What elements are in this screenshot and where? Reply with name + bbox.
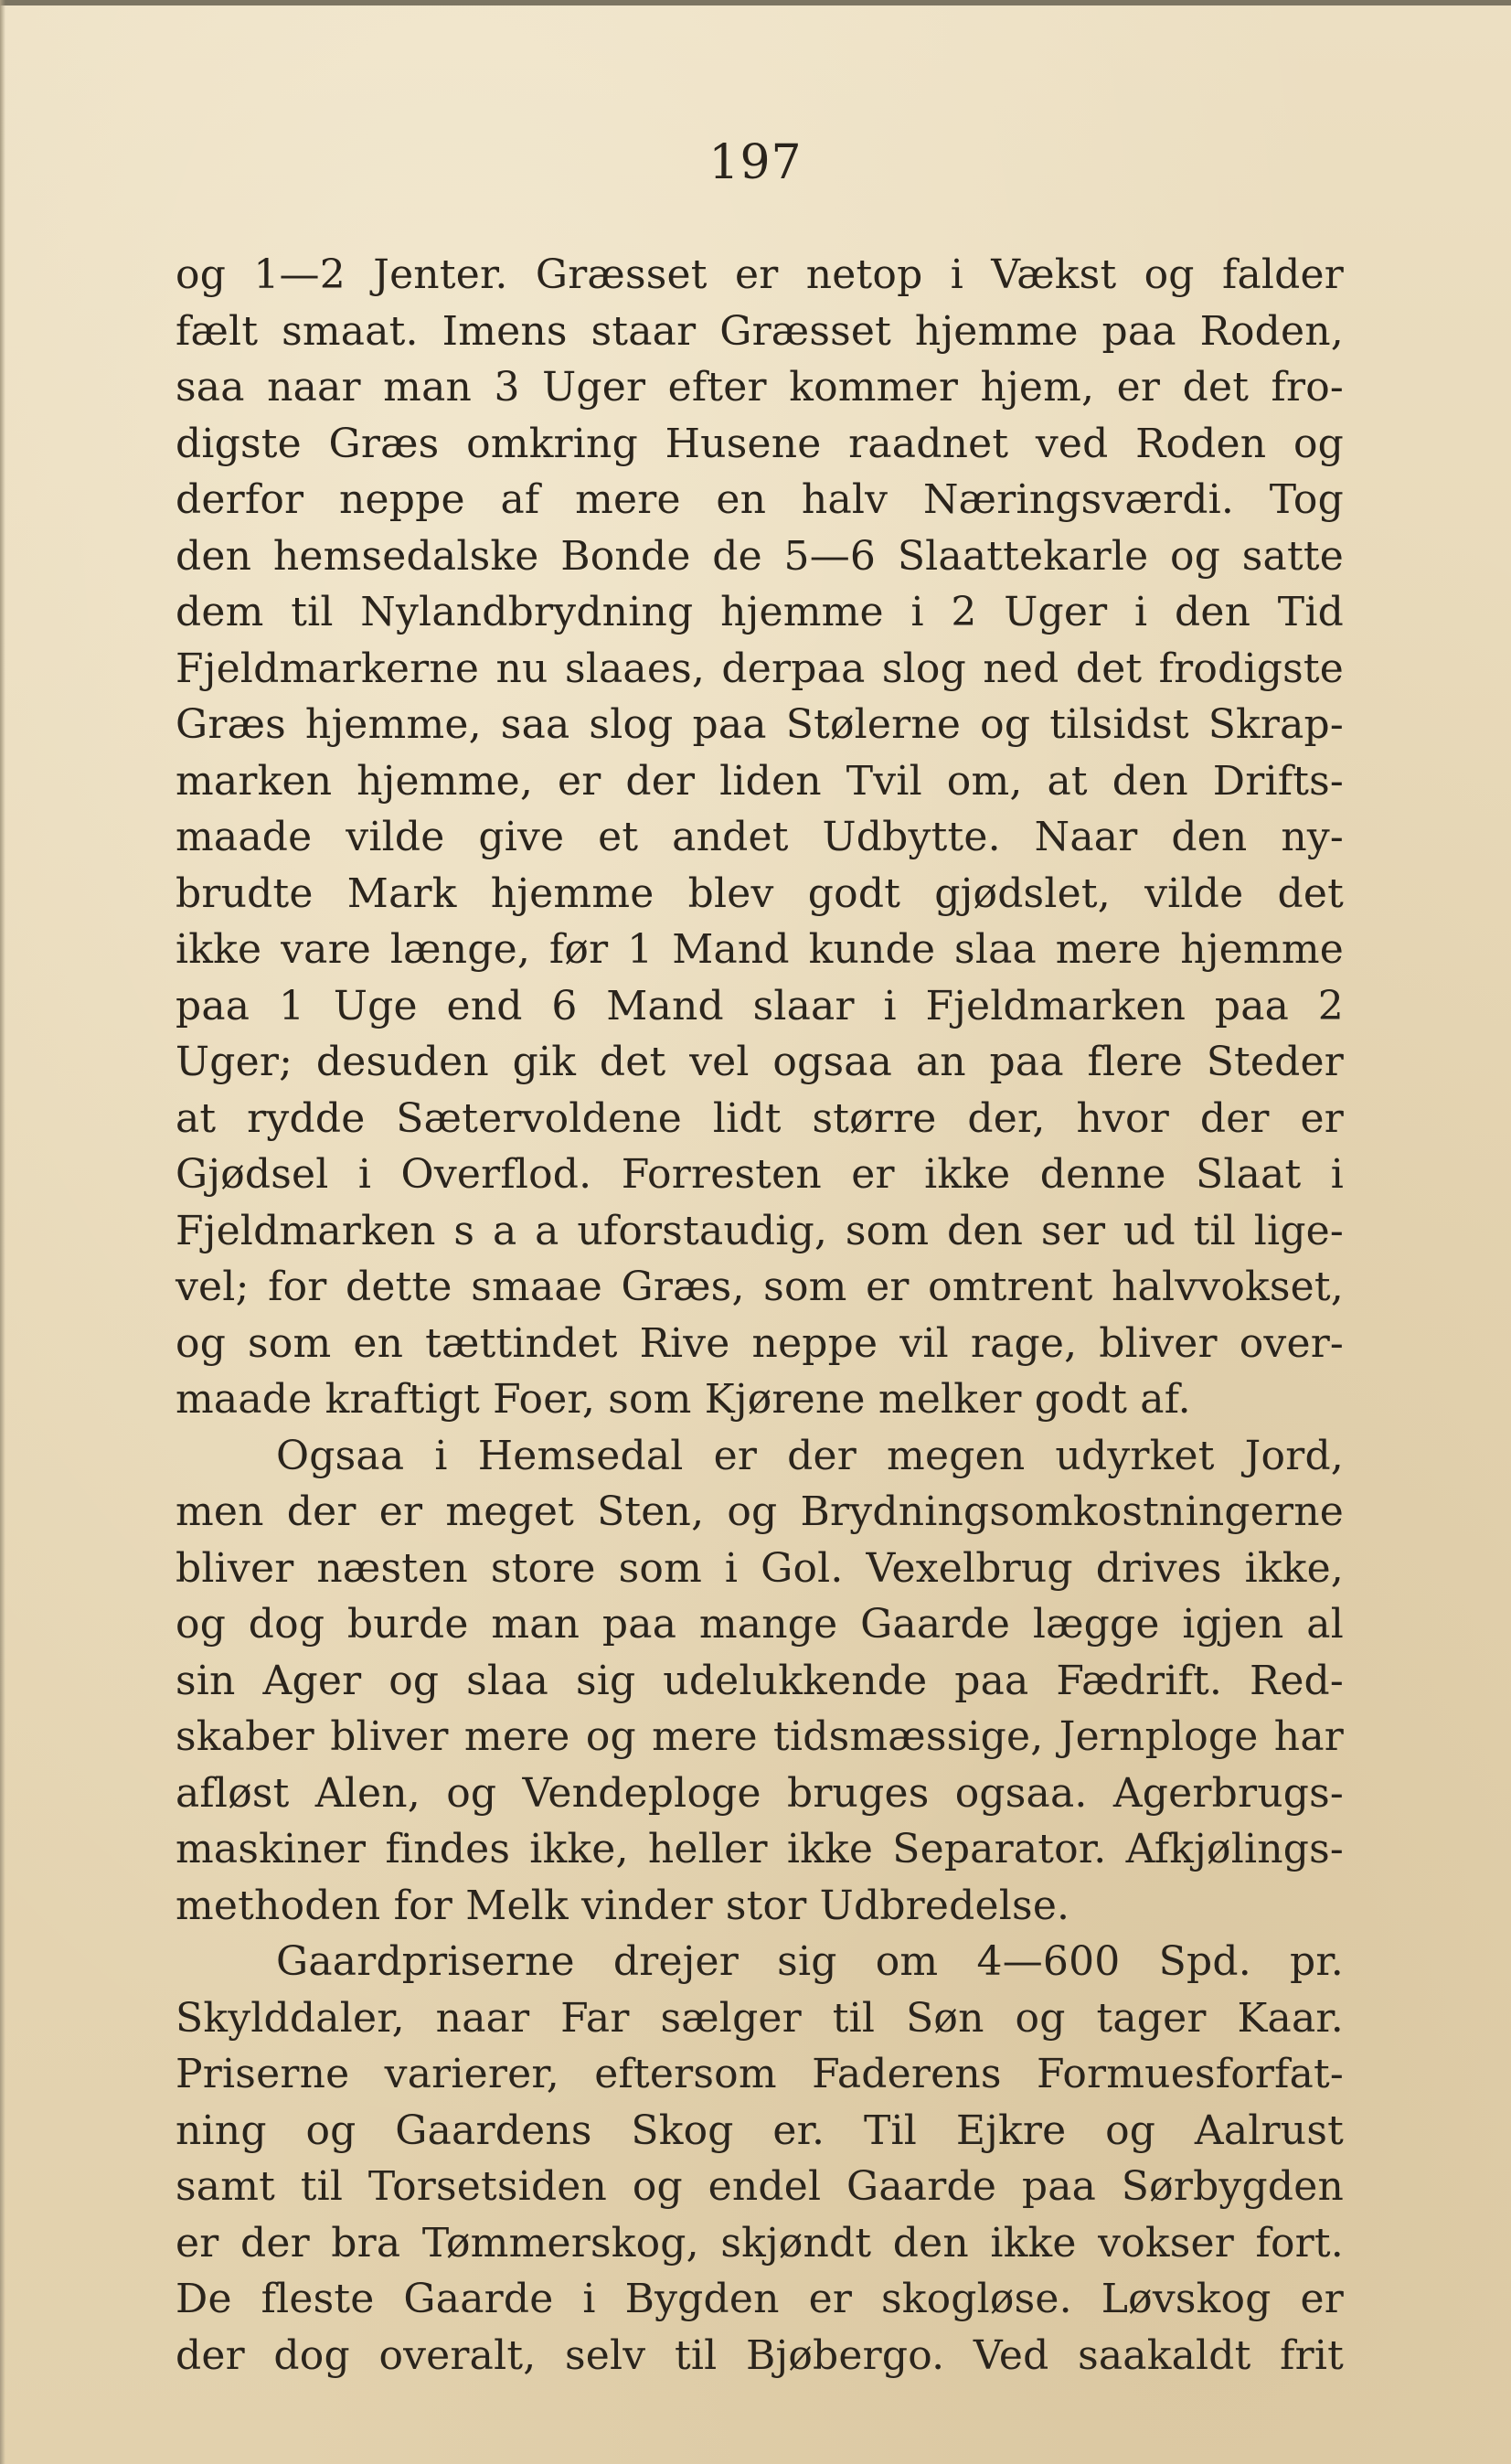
text-line: methoden for Melk vinder stor Udbredelse. [176,1882,1070,1929]
text-line: Priserne varierer, eftersom Faderens Formuesforfat- [176,2051,1344,2097]
text-line: saa naar man 3 Uger efter kommer hjem, er det fro- [176,364,1344,411]
text-line: der dog overalt, selv til Bjøbergo. Ved saakaldt frit [176,2331,1344,2379]
text-line: Skylddaler, naar Far sælger til Søn og tager Kaar. [176,1994,1344,2042]
page-top-edge [0,0,1511,5]
text-line: og dog burde man paa mange Gaarde lægge igjen al [176,1601,1344,1648]
text-line: og 1—2 Jenter. Græsset er netop i Vækst og falder [176,251,1344,298]
text-line: og som en tættindet Rive neppe vil rage, bliver over- [176,1319,1344,1367]
text-line: den hemsedalske Bonde de 5—6 Slaattekarle og satte [176,532,1344,580]
page-left-edge [0,0,5,2464]
text-line: er der bra Tømmerskog, skjøndt den ikke vokser fort. [176,2219,1344,2267]
text-line: derfor neppe af mere en halv Næringsværdi. Tog [176,476,1344,523]
text-line: maade kraftigt Foer, som Kjørene melker godt af. [176,1376,1191,1423]
text-line: at rydde Sætervoldene lidt større der, hvor der er [176,1094,1344,1142]
text-line: Uger; desuden gik det vel ogsaa an paa flere Steder [176,1039,1344,1085]
body-text [176,247,1344,2384]
text-line: maskiner findes ikke, heller ikke Separator. Afkjølings- [176,1826,1344,1872]
text-line: ning og Gaardens Skog er. Til Ejkre og Aalrust [176,2107,1344,2154]
text-line: Gaardpriserne drejer sig om 4—600 Spd. pr. [276,1938,1344,1985]
text-line: marken hjemme, er der liden Tvil om, at den Drifts- [176,757,1344,805]
text-line: brudte Mark hjemme blev godt gjødslet, vilde det [176,869,1344,917]
text-line: Fjeldmarken s a a uforstaudig, som den ser ud til lige- [176,1207,1344,1254]
text-line: Ogsaa i Hemsedal er der megen udyrket Jord, [276,1432,1344,1479]
text-line: samt til Torsetsiden og endel Gaarde paa Sørbygden [176,2163,1344,2210]
text-line: men der er meget Sten, og Brydningsomkostningerne [176,1488,1344,1535]
text-line: afløst Alen, og Vendeploge bruges ogsaa. Agerbrugs- [176,1769,1344,1817]
text-line: Græs hjemme, saa slog paa Stølerne og tilsidst Skrap- [176,701,1344,748]
text-line: maade vilde give et andet Udbytte. Naar den ny- [176,814,1344,860]
text-line: vel; for dette smaae Græs, som er omtrent halvvokset, [176,1264,1344,1310]
text-line: Gjødsel i Overflod. Forresten er ikke denne Slaat i [176,1151,1344,1198]
text-line: digste Græs omkring Husene raadnet ved Roden og [176,420,1344,467]
text-line: skaber bliver mere og mere tidsmæssige, Jernploge har [176,1713,1344,1760]
page-number: 197 [708,135,803,190]
text-line: paa 1 Uge end 6 Mand slaar i Fjeldmarken paa 2 [176,982,1344,1029]
text-line: ikke vare længe, før 1 Mand kunde slaa mere hjemme [176,926,1344,973]
text-line: fælt smaat. Imens staar Græsset hjemme paa Roden, [176,307,1344,355]
text-line: sin Ager og slaa sig udelukkende paa Fædrift. Red- [176,1657,1344,1704]
text-line: Fjeldmarkerne nu slaaes, derpaa slog ned det frodigste [176,645,1344,692]
text-line: dem til Nylandbrydning hjemme i 2 Uger i den Tid [176,589,1344,635]
text-line: De fleste Gaarde i Bygden er skogløse. Løvskog er [176,2276,1344,2322]
text-line: bliver næsten store som i Gol. Vexelbrug drives ikke, [176,1544,1344,1592]
